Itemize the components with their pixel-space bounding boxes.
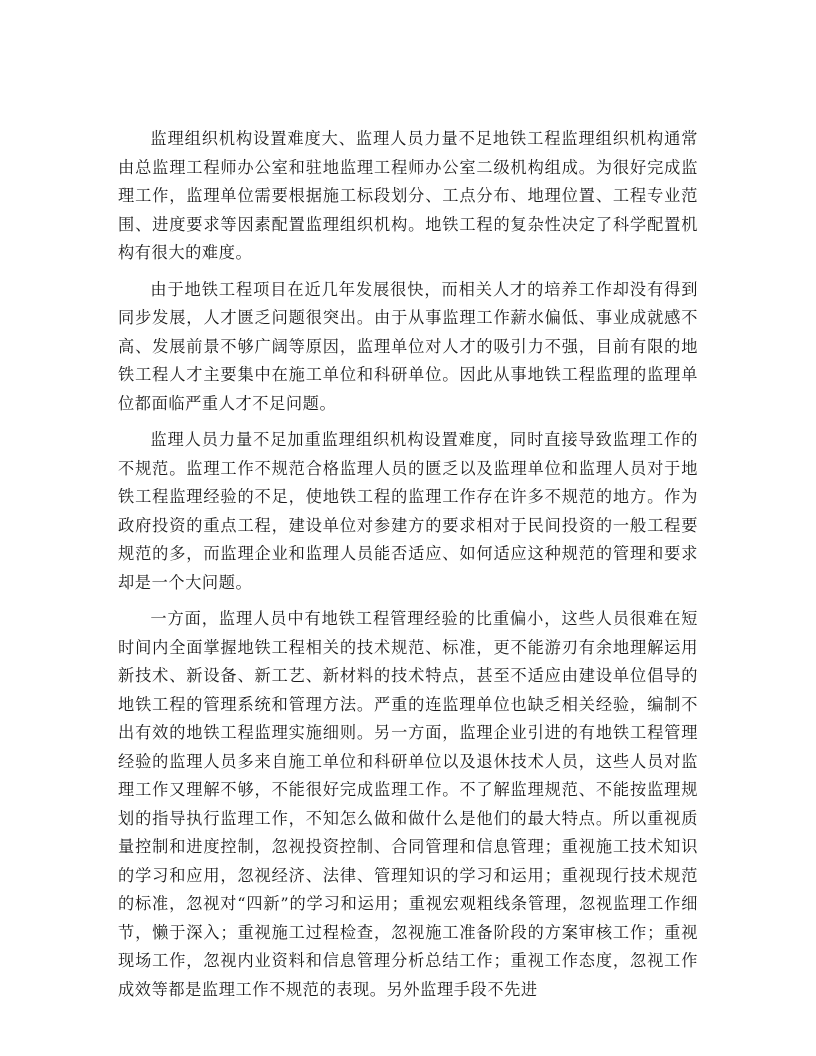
paragraph-4: 一方面，监理人员中有地铁工程管理经验的比重偏小，这些人员很难在短时间内全面掌握地铁工程相关的技术规范、标准，更不能游刃有余地理解运用新技术、新设备、新工艺、新材料的技术特点，甚至不适应由建设单位倡导的地铁工程的管理系统和管理方法。严重的连监理单位也缺乏相关经验，编制不出有效的地铁工程监理实施细则。另一方面，监理企业引进的有地铁工程管理经验的监理人员多来自施工单位和科研单位以及退休技术人员，这些人员对监理工作又理解不够，不能很好完成监理工作。不了解监理规范、不能按监理规划的指导执行监理工作，不知怎么做和做什么是他们的最大特点。所以重视质量控制和进度控制，忽视投资控制、合同管理和信息管理；重视施工技术知识的学习和应用，忽视经济、法律、管理知识的学习和运用；重视现行技术规范的标准，忽视对“四新”的学习和运用；重视宏观粗线条管理，忽视监理工作细节，懒于深入；重视施工过程检查，忽视施工准备阶段的方案审核工作；重视现场工作，忽视内业资料和信息管理分析总结工作；重视工作态度，忽视工作成效等都是监理工作不规范的表现。另外监理手段不先进 xyxy=(118,609,698,999)
paragraph-3: 监理人员力量不足加重监理组织机构设置难度，同时直接导致监理工作的不规范。监理工作不规范合格监理人员的匮乏以及监理单位和监理人员对于地铁工程监理经验的不足，使地铁工程的监理工作存在许多不规范的地方。作为政府投资的重点工程，建设单位对参建方的要求相对于民间投资的一般工程要规范的多，而监理企业和监理人员能否适应、如何适应这种规范的管理和要求却是一个大问题。 xyxy=(118,430,698,592)
document-page xyxy=(118,125,698,1012)
paragraph-1: 监理组织机构设置难度大、监理人员力量不足地铁工程监理组织机构通常由总监理工程师办公室和驻地监理工程师办公室二级机构组成。为很好完成监理工作，监理单位需要根据施工标段划分、工点分布、地理位置、工程专业范围、进度要求等因素配置监理组织机构。地铁工程的复杂性决定了科学配置机构有很大的难度。 xyxy=(118,129,698,262)
paragraph-2: 由于地铁工程项目在近几年发展很快，而相关人才的培养工作却没有得到同步发展，人才匮乏问题很突出。由于从事监理工作薪水偏低、事业成就感不高、发展前景不够广阔等原因，监理单位对人才的吸引力不强，目前有限的地铁工程人才主要集中在施工单位和科研单位。因此从事地铁工程监理的监理单位都面临严重人才不足问题。 xyxy=(118,279,698,413)
